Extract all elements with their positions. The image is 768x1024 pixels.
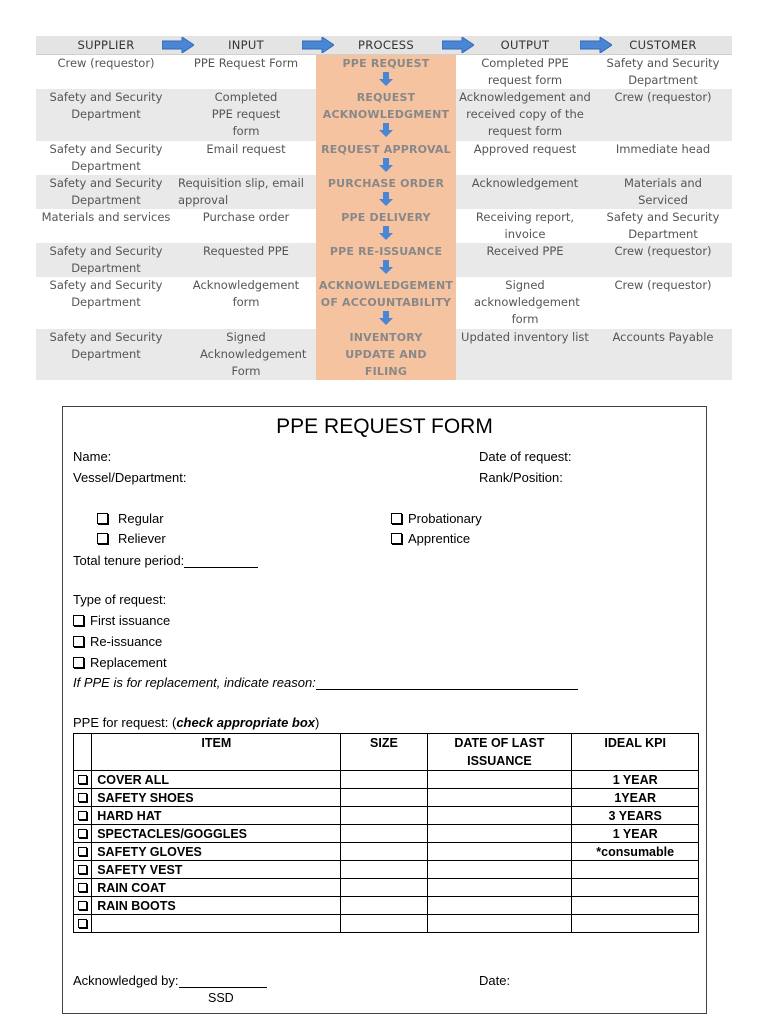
reliever-label: Reliever bbox=[118, 531, 166, 546]
size-cell[interactable] bbox=[341, 879, 427, 897]
ppe-request-form bbox=[62, 406, 707, 1014]
kpi-cell: 1YEAR bbox=[572, 789, 699, 807]
name-label: Name: bbox=[73, 449, 112, 464]
size-cell[interactable] bbox=[341, 897, 427, 915]
rank-position-label: Rank/Position: bbox=[479, 470, 563, 485]
process-label: ACKNOWLEDGEMENT OF ACCOUNTABILITY bbox=[318, 279, 454, 309]
checkbox[interactable] bbox=[78, 901, 87, 910]
date-cell[interactable] bbox=[427, 789, 572, 807]
table-row bbox=[74, 825, 699, 843]
input-cell: Requested PPE bbox=[203, 244, 289, 258]
item-checkbox-cell[interactable] bbox=[74, 897, 92, 915]
tenure-field[interactable] bbox=[73, 553, 258, 568]
sipoc-row bbox=[36, 89, 732, 141]
reliever-option[interactable] bbox=[97, 531, 166, 546]
acknowledged-by-sublabel: SSD bbox=[208, 991, 234, 1005]
checkbox[interactable] bbox=[73, 657, 84, 668]
process-cell bbox=[316, 175, 456, 209]
replacement-label: Replacement bbox=[90, 655, 167, 670]
process-label: PPE DELIVERY bbox=[341, 211, 431, 224]
supplier-cell: Crew (requestor) bbox=[57, 56, 155, 70]
sipoc-header-row bbox=[36, 36, 732, 55]
checkbox[interactable] bbox=[78, 919, 87, 928]
item-column-header: ITEM bbox=[92, 734, 341, 771]
date-cell[interactable] bbox=[427, 843, 572, 861]
item-cell: COVER ALL bbox=[92, 771, 341, 789]
output-cell: Approved request bbox=[473, 142, 577, 156]
checkbox[interactable] bbox=[78, 883, 87, 892]
re-issuance-option[interactable] bbox=[73, 634, 162, 649]
checkbox[interactable] bbox=[73, 615, 84, 626]
table-row bbox=[74, 879, 699, 897]
supplier-cell: Safety and Security Department bbox=[49, 330, 163, 361]
acknowledged-by-blank[interactable] bbox=[179, 974, 267, 988]
replacement-reason-field[interactable] bbox=[73, 675, 578, 690]
down-arrow-icon bbox=[379, 123, 393, 137]
down-arrow-icon bbox=[379, 158, 393, 172]
table-row bbox=[74, 897, 699, 915]
size-cell[interactable] bbox=[341, 771, 427, 789]
output-cell: Updated inventory list bbox=[461, 330, 589, 344]
customer-cell: Accounts Payable bbox=[612, 330, 714, 344]
customer-cell: Immediate head bbox=[615, 142, 711, 156]
item-checkbox-cell[interactable] bbox=[74, 825, 92, 843]
process-label: PPE REQUEST bbox=[342, 57, 430, 70]
sipoc-row bbox=[36, 55, 732, 89]
probationary-label: Probationary bbox=[408, 511, 482, 526]
process-label: REQUEST APPROVAL bbox=[321, 143, 451, 156]
probationary-option[interactable] bbox=[391, 511, 482, 526]
item-cell: SAFETY VEST bbox=[92, 861, 341, 879]
down-arrow-icon bbox=[379, 311, 393, 325]
input-cell: Email request bbox=[206, 142, 286, 156]
checkbox[interactable] bbox=[391, 513, 402, 524]
process-label: REQUEST ACKNOWLEDGMENT bbox=[322, 91, 450, 121]
table-row bbox=[74, 789, 699, 807]
kpi-cell: *consumable bbox=[572, 843, 699, 861]
checkbox[interactable] bbox=[78, 793, 87, 802]
ppe-prompt-suffix: ) bbox=[315, 715, 320, 730]
type-of-request-label: Type of request: bbox=[73, 592, 167, 607]
right-arrow-icon bbox=[442, 37, 474, 53]
acknowledged-by-label: Acknowledged by: bbox=[73, 973, 179, 988]
customer-cell: Crew (requestor) bbox=[614, 90, 712, 104]
process-label: PPE RE-ISSUANCE bbox=[329, 245, 443, 258]
item-checkbox-cell[interactable] bbox=[74, 789, 92, 807]
date-last-issuance-column-header: DATE OF LAST ISSUANCE bbox=[427, 734, 572, 771]
table-row bbox=[74, 915, 699, 933]
ppe-for-request-label bbox=[73, 715, 319, 730]
checkbox[interactable] bbox=[78, 865, 87, 874]
first-issuance-option[interactable] bbox=[73, 613, 170, 628]
customer-cell: Crew (requestor) bbox=[614, 278, 712, 292]
supplier-cell: Materials and services bbox=[41, 210, 171, 224]
footer-date-label: Date: bbox=[479, 973, 511, 988]
header-supplier bbox=[36, 36, 176, 54]
size-cell[interactable] bbox=[341, 843, 427, 861]
kpi-cell bbox=[572, 915, 699, 933]
item-checkbox-cell[interactable] bbox=[74, 843, 92, 861]
size-cell[interactable] bbox=[341, 807, 427, 825]
header-customer bbox=[594, 36, 732, 54]
sipoc-row bbox=[36, 329, 732, 380]
checkbox-column-header bbox=[74, 734, 92, 771]
tenure-label: Total tenure period: bbox=[73, 553, 185, 568]
output-cell: Receiving report, invoice bbox=[475, 210, 575, 241]
date-of-request-label: Date of request: bbox=[479, 449, 572, 464]
output-cell: Received PPE bbox=[486, 244, 564, 258]
first-issuance-label: First issuance bbox=[90, 613, 171, 628]
kpi-cell: 1 YEAR bbox=[572, 825, 699, 843]
ppe-prompt-italic: check appropriate box bbox=[176, 715, 316, 730]
table-row bbox=[74, 843, 699, 861]
regular-label: Regular bbox=[118, 511, 164, 526]
date-cell[interactable] bbox=[427, 897, 572, 915]
checkbox[interactable] bbox=[78, 829, 87, 838]
process-cell bbox=[316, 89, 456, 141]
down-arrow-icon bbox=[379, 260, 393, 274]
sipoc-table bbox=[36, 36, 732, 380]
date-cell[interactable] bbox=[427, 915, 572, 933]
header-supplier-label: SUPPLIER bbox=[77, 38, 135, 52]
sipoc-row bbox=[36, 243, 732, 277]
checkbox[interactable] bbox=[78, 775, 87, 784]
replacement-reason-label: If PPE is for replacement, indicate reason: bbox=[73, 675, 316, 690]
header-output bbox=[456, 36, 594, 54]
form-title: PPE REQUEST FORM bbox=[276, 415, 493, 438]
checkbox[interactable] bbox=[78, 847, 87, 856]
right-arrow-icon bbox=[580, 37, 612, 53]
table-row bbox=[74, 771, 699, 789]
item-cell: SAFETY GLOVES bbox=[92, 843, 341, 861]
header-input bbox=[176, 36, 316, 54]
kpi-cell: 3 YEARS bbox=[572, 807, 699, 825]
process-cell bbox=[316, 329, 456, 380]
apprentice-option[interactable] bbox=[391, 531, 470, 546]
item-cell: RAIN COAT bbox=[92, 879, 341, 897]
item-checkbox-cell[interactable] bbox=[74, 915, 92, 933]
kpi-cell bbox=[572, 861, 699, 879]
acknowledged-by-field[interactable] bbox=[73, 973, 267, 988]
replacement-option[interactable] bbox=[73, 655, 167, 670]
item-cell: SPECTACLES/GOGGLES bbox=[92, 825, 341, 843]
size-cell[interactable] bbox=[341, 825, 427, 843]
sipoc-row bbox=[36, 175, 732, 209]
checkbox[interactable] bbox=[73, 636, 84, 647]
item-cell: HARD HAT bbox=[92, 807, 341, 825]
supplier-cell: Safety and Security Department bbox=[49, 278, 163, 309]
customer-cell: Crew (requestor) bbox=[614, 244, 712, 258]
input-cell: Acknowledgement form bbox=[192, 278, 300, 309]
table-row bbox=[74, 861, 699, 879]
supplier-cell: Safety and Security Department bbox=[49, 244, 163, 275]
customer-cell: Safety and Security Department bbox=[606, 56, 720, 87]
sipoc-row bbox=[36, 277, 732, 329]
kpi-cell bbox=[572, 879, 699, 897]
checkbox[interactable] bbox=[97, 533, 108, 544]
process-label: INVENTORY UPDATE AND FILING bbox=[345, 331, 427, 378]
process-cell bbox=[316, 209, 456, 243]
ppe-items-table bbox=[73, 733, 699, 933]
date-cell[interactable] bbox=[427, 825, 572, 843]
apprentice-label: Apprentice bbox=[408, 531, 471, 546]
kpi-cell: 1 YEAR bbox=[572, 771, 699, 789]
output-cell: Acknowledgement and received copy of the request form bbox=[459, 90, 591, 138]
header-input-label: INPUT bbox=[228, 38, 264, 52]
size-column-header: SIZE bbox=[341, 734, 427, 771]
sipoc-row bbox=[36, 209, 732, 243]
table-header-row bbox=[74, 734, 699, 771]
header-customer-label: CUSTOMER bbox=[629, 38, 697, 52]
checkbox[interactable] bbox=[97, 513, 108, 524]
item-checkbox-cell[interactable] bbox=[74, 861, 92, 879]
header-process bbox=[316, 36, 456, 54]
down-arrow-icon bbox=[379, 226, 393, 240]
output-cell: Acknowledgement bbox=[471, 176, 579, 190]
item-checkbox-cell[interactable] bbox=[74, 879, 92, 897]
ppe-prompt-prefix: PPE for request: ( bbox=[73, 715, 177, 730]
input-cell: Completed PPE request form bbox=[211, 90, 281, 138]
header-process-label: PROCESS bbox=[358, 38, 414, 52]
input-cell: Purchase order bbox=[202, 210, 290, 224]
supplier-cell: Safety and Security Department bbox=[49, 142, 163, 173]
kpi-cell bbox=[572, 897, 699, 915]
tenure-blank[interactable] bbox=[184, 554, 258, 568]
date-cell[interactable] bbox=[427, 861, 572, 879]
process-label: PURCHASE ORDER bbox=[327, 177, 445, 190]
checkbox[interactable] bbox=[391, 533, 402, 544]
process-cell bbox=[316, 141, 456, 175]
process-cell bbox=[316, 277, 456, 329]
supplier-cell: Safety and Security Department bbox=[49, 90, 163, 121]
customer-cell: Materials and Serviced bbox=[623, 176, 702, 207]
supplier-cell: Safety and Security Department bbox=[49, 176, 163, 207]
customer-cell: Safety and Security Department bbox=[606, 210, 720, 241]
down-arrow-icon bbox=[379, 192, 393, 206]
input-cell: PPE Request Form bbox=[193, 56, 299, 70]
item-cell: SAFETY SHOES bbox=[92, 789, 341, 807]
date-cell[interactable] bbox=[427, 771, 572, 789]
input-cell: Signed Acknowledgement Form bbox=[200, 330, 307, 378]
item-checkbox-cell[interactable] bbox=[74, 771, 92, 789]
sipoc-row bbox=[36, 141, 732, 175]
size-cell[interactable] bbox=[341, 915, 427, 933]
down-arrow-icon bbox=[379, 72, 393, 86]
ideal-kpi-column-header: IDEAL KPI bbox=[572, 734, 699, 771]
table-row bbox=[74, 807, 699, 825]
process-cell bbox=[316, 243, 456, 277]
date-cell[interactable] bbox=[427, 807, 572, 825]
output-cell: Completed PPE request form bbox=[481, 56, 569, 87]
regular-option[interactable] bbox=[97, 511, 164, 526]
checkbox[interactable] bbox=[78, 811, 87, 820]
date-cell[interactable] bbox=[427, 879, 572, 897]
right-arrow-icon bbox=[162, 37, 194, 53]
output-cell: Signed acknowledgement form bbox=[474, 278, 580, 326]
input-cell: Requisition slip, email approval bbox=[178, 176, 304, 207]
size-cell[interactable] bbox=[341, 861, 427, 879]
item-cell[interactable] bbox=[92, 915, 341, 933]
vessel-department-label: Vessel/Department: bbox=[73, 470, 187, 485]
item-checkbox-cell[interactable] bbox=[74, 807, 92, 825]
re-issuance-label: Re-issuance bbox=[90, 634, 163, 649]
right-arrow-icon bbox=[302, 37, 334, 53]
replacement-reason-blank[interactable] bbox=[316, 676, 578, 690]
process-cell bbox=[316, 55, 456, 89]
item-cell: RAIN BOOTS bbox=[92, 897, 341, 915]
header-output-label: OUTPUT bbox=[500, 38, 550, 52]
size-cell[interactable] bbox=[341, 789, 427, 807]
